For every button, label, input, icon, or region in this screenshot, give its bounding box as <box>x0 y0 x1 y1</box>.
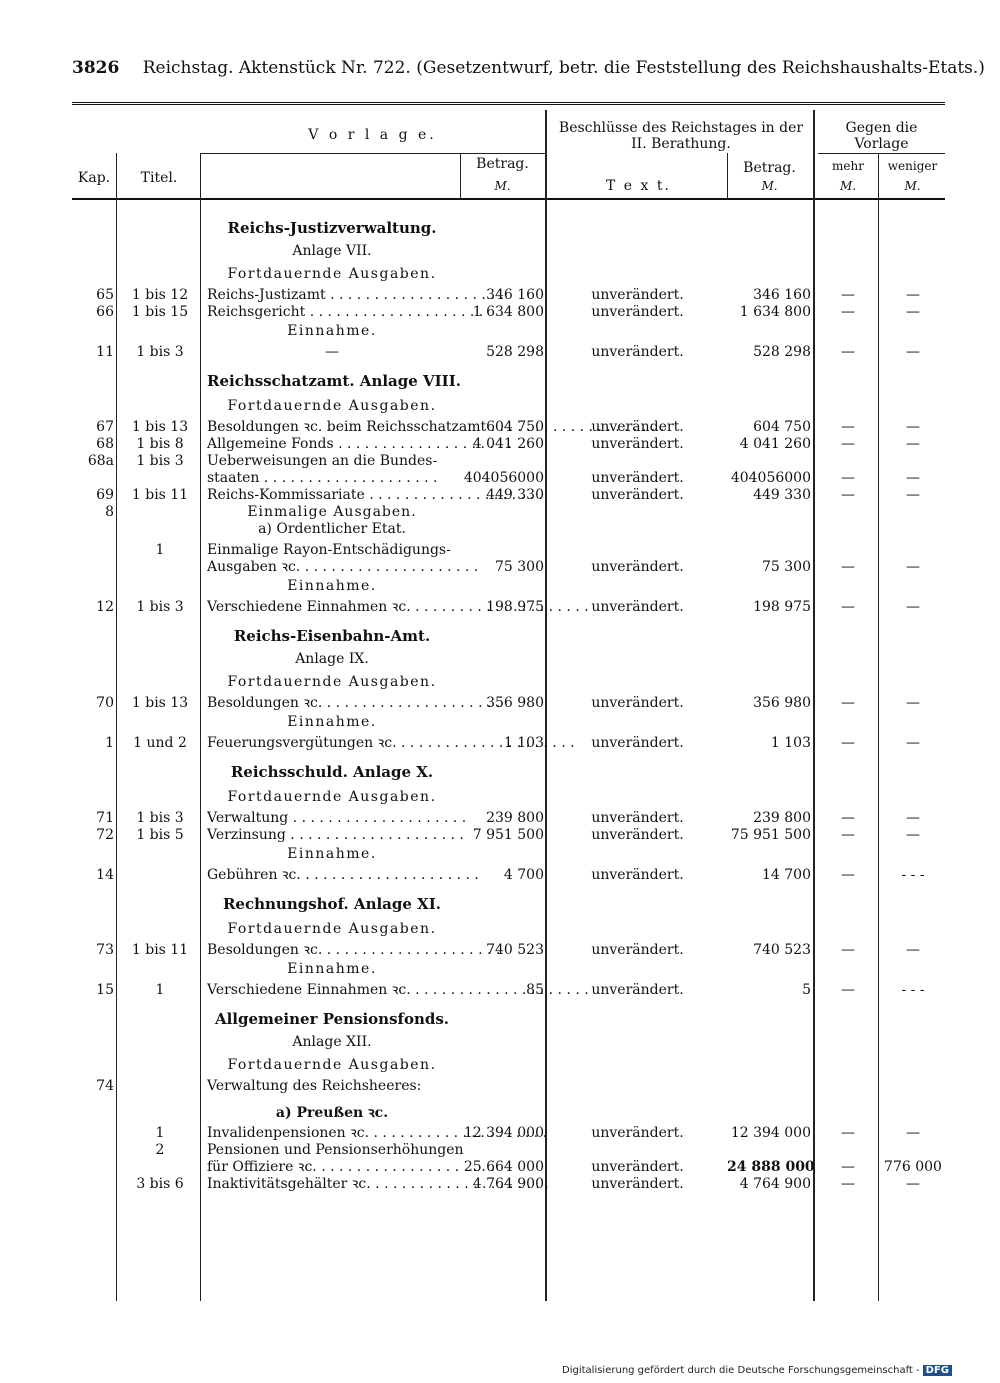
beschluss-text-cell: unverändert. <box>591 599 684 615</box>
weniger-cell: — <box>906 559 920 575</box>
subheading: Fortdauernde Ausgaben. <box>227 789 437 805</box>
titel-cell: 1 <box>155 1125 165 1141</box>
description-cell: Ausgaben ꝛc. . . . <box>207 559 452 576</box>
description-cell: Allgemeine Fonds . . . <box>207 436 452 453</box>
weniger-cell: - - - <box>901 982 925 998</box>
description-cell: Invalidenpensionen ꝛc. . . . <box>207 1125 452 1142</box>
weniger-cell: — <box>906 344 920 360</box>
table-row <box>72 827 945 844</box>
kapitel-cell: 67 <box>96 419 114 435</box>
subheading-row <box>72 921 945 938</box>
beschluss-text-cell: unverändert. <box>591 1159 684 1175</box>
kapitel-cell: 8 <box>105 504 114 520</box>
description-cell: Verwaltung . . . <box>207 810 452 827</box>
betrag-cell: 85 <box>526 982 544 998</box>
section-heading: Reichs-Justizverwaltung. <box>227 219 437 237</box>
titel-cell: 1 bis 3 <box>136 810 184 826</box>
subheading-row <box>72 266 945 283</box>
beschluss-text-cell: unverändert. <box>591 810 684 826</box>
subheading-row <box>72 323 945 340</box>
annex-row <box>72 521 945 538</box>
col-vorlage: V o r l a g e. <box>308 127 437 143</box>
beschluss-text-cell: unverändert. <box>591 942 684 958</box>
beschluss-text-cell: unverändert. <box>591 487 684 503</box>
section-heading-row <box>72 628 945 645</box>
titel-cell: 1 bis 11 <box>131 942 189 958</box>
table-row <box>72 470 945 487</box>
betrag-cell: 346 160 <box>486 287 544 303</box>
mehr-cell: — <box>841 559 855 575</box>
description-cell: Gebühren ꝛc. . . . <box>207 867 452 884</box>
beschluss-betrag-cell: 449 330 <box>753 487 811 503</box>
mehr-cell: — <box>841 1159 855 1175</box>
description-cell: Inaktivitätsgehälter ꝛc. . . . <box>207 1176 452 1193</box>
col-betrag2: Betrag. <box>743 160 796 176</box>
beschluss-betrag-cell: 12 394 000 <box>730 1125 811 1141</box>
beschluss-text-cell: unverändert. <box>591 827 684 843</box>
subsection-row <box>72 1105 945 1122</box>
col-titel: Titel. <box>140 170 178 186</box>
mehr-cell: — <box>841 810 855 826</box>
betrag-cell: 7 951 500 <box>472 827 544 843</box>
beschluss-text-cell: unverändert. <box>591 559 684 575</box>
beschluss-text-cell: unverändert. <box>591 304 684 320</box>
beschluss-text-cell: unverändert. <box>591 344 684 360</box>
beschluss-betrag-cell: 24 888 000 <box>727 1159 815 1175</box>
subheading: Einnahme. <box>287 714 377 730</box>
titel-cell: 1 bis 8 <box>136 436 184 452</box>
beschluss-text-cell: unverändert. <box>591 982 684 998</box>
subheading-row <box>72 961 945 978</box>
beschluss-betrag-cell: 198 975 <box>753 599 811 615</box>
weniger-cell: — <box>906 436 920 452</box>
description-cell: Reichsgericht . . . <box>207 304 452 321</box>
beschluss-text-cell: unverändert. <box>591 1125 684 1141</box>
annex-label: Anlage IX. <box>295 651 369 667</box>
mehr-cell: — <box>841 470 855 486</box>
annex-row <box>72 1034 945 1051</box>
subheading-row <box>72 1057 945 1074</box>
subheading-row <box>72 578 945 595</box>
table-row <box>72 419 945 436</box>
annex-label: Anlage XII. <box>292 1034 372 1050</box>
col-betrag-unit: M. <box>494 179 511 193</box>
table-row <box>72 436 945 453</box>
col-weniger: weniger <box>887 159 938 173</box>
subheading: Fortdauernde Ausgaben. <box>227 674 437 690</box>
betrag-cell: 1 103 <box>503 735 544 751</box>
titel-cell: 1 bis 15 <box>131 304 189 320</box>
col-betrag2-unit: M. <box>761 179 778 193</box>
beschluss-text-cell: unverändert. <box>591 867 684 883</box>
titel-cell: 1 <box>155 982 165 998</box>
titel-cell: 1 bis 3 <box>136 344 184 360</box>
running-title: Reichstag. Aktenstück Nr. 722. (Gesetzentwurf, betr. die Feststellung des Reichshaushalts-Etats.) <box>142 58 985 78</box>
beschluss-betrag-cell: 4 041 260 <box>739 436 811 452</box>
description-cell: Ueberweisungen an die Bundes- <box>207 453 438 469</box>
beschluss-text-cell: unverändert. <box>591 436 684 452</box>
section-heading: Reichs-Eisenbahn-Amt. <box>233 627 431 645</box>
kapitel-cell: 11 <box>96 344 114 360</box>
beschluss-betrag-cell: 1 103 <box>770 735 811 751</box>
description-cell: Besoldungen ꝛc. . . . <box>207 695 452 712</box>
betrag-cell: 740 523 <box>486 942 544 958</box>
table-row <box>72 453 945 470</box>
description-cell: Reichs-Kommissariate . . . <box>207 487 452 504</box>
col-beschluesse: Beschlüsse des Reichstages in der II. Berathung. <box>558 120 804 152</box>
betrag-cell: 4 764 900 <box>472 1176 544 1192</box>
description-cell: Verschiedene Einnahmen ꝛc. . . . <box>207 982 452 999</box>
subheading: Einnahme. <box>287 323 377 339</box>
footer <box>562 1365 952 1376</box>
description-cell: Einmalige Rayon-Entschädigungs- <box>207 542 451 558</box>
table-row <box>72 1176 945 1193</box>
annex-label: a) Ordentlicher Etat. <box>258 521 406 537</box>
betrag-cell: 528 298 <box>486 344 544 360</box>
beschluss-text-cell: unverändert. <box>591 695 684 711</box>
betrag-cell: 198 975 <box>486 599 544 615</box>
beschluss-betrag-cell: 75 300 <box>762 559 811 575</box>
weniger-cell: — <box>906 287 920 303</box>
subsection-label: a) Preußen ꝛc. <box>275 1105 389 1121</box>
table-row <box>72 542 945 559</box>
section-heading-row <box>72 1011 945 1028</box>
titel-cell: 1 und 2 <box>133 735 187 751</box>
section-heading: Allgemeiner Pensionsfonds. <box>214 1010 450 1028</box>
col-kap: Kap. <box>77 170 111 186</box>
col-weniger-unit: M. <box>904 179 921 193</box>
weniger-cell: — <box>906 735 920 751</box>
description-cell: Verschiedene Einnahmen ꝛc. . . . <box>207 599 452 616</box>
weniger-cell: — <box>906 1176 920 1192</box>
annex-row <box>72 243 945 260</box>
betrag-cell: 239 800 <box>486 810 544 826</box>
mehr-cell: — <box>841 1176 855 1192</box>
rule-gegen-sub <box>818 153 945 154</box>
betrag-cell: 75 300 <box>495 559 544 575</box>
section-heading-row <box>72 220 945 237</box>
beschluss-betrag-cell: 5 <box>802 982 811 998</box>
betrag-cell: 12 394 000 <box>463 1125 544 1141</box>
header-rule <box>72 102 945 105</box>
titel-cell: 1 bis 3 <box>136 453 184 469</box>
weniger-cell: — <box>906 599 920 615</box>
subheading-row <box>72 714 945 731</box>
running-header <box>72 58 985 78</box>
mehr-cell: — <box>841 867 855 883</box>
description-cell: staaten . . . <box>207 470 452 487</box>
beschluss-betrag-cell: 1 634 800 <box>739 304 811 320</box>
subheading-row <box>72 398 945 415</box>
kapitel-cell: 65 <box>96 287 114 303</box>
table-row <box>72 735 945 752</box>
beschluss-text-cell: unverändert. <box>591 1176 684 1192</box>
mehr-cell: — <box>841 487 855 503</box>
col-mehr: mehr <box>832 159 864 173</box>
weniger-cell: — <box>906 304 920 320</box>
table-row <box>72 982 945 999</box>
kapitel-cell: 12 <box>96 599 114 615</box>
col-betrag: Betrag. <box>476 156 529 172</box>
subheading: Fortdauernde Ausgaben. <box>227 921 437 937</box>
description-cell: Verwaltung des Reichsheeres: <box>207 1078 422 1094</box>
vrule-text-head <box>727 153 728 199</box>
subheading-row <box>72 846 945 863</box>
weniger-cell: — <box>906 827 920 843</box>
subheading: Fortdauernde Ausgaben. <box>227 1057 437 1073</box>
titel-cell: 3 bis 6 <box>136 1176 184 1192</box>
table-row <box>72 867 945 884</box>
kapitel-cell: 69 <box>96 487 114 503</box>
table-row <box>72 1159 945 1176</box>
betrag-cell: 404056000 <box>463 470 544 486</box>
mehr-cell: — <box>841 827 855 843</box>
beschluss-betrag-cell: 14 700 <box>762 867 811 883</box>
beschluss-text-cell: unverändert. <box>591 287 684 303</box>
betrag-cell: 604 750 <box>486 419 544 435</box>
weniger-cell: — <box>906 419 920 435</box>
mehr-cell: — <box>841 287 855 303</box>
description-cell: Verzinsung . . . <box>207 827 452 844</box>
mehr-cell: — <box>841 344 855 360</box>
page-number: 3826 <box>72 58 120 78</box>
col-gegen: Gegen die Vorlage <box>845 120 918 152</box>
weniger-cell: — <box>906 487 920 503</box>
table-row <box>72 810 945 827</box>
kapitel-cell: 66 <box>96 304 114 320</box>
betrag-cell: 4 700 <box>503 867 544 883</box>
mehr-cell: — <box>841 419 855 435</box>
kapitel-cell: 68 <box>96 436 114 452</box>
weniger-cell: - - - <box>901 867 925 883</box>
kapitel-cell: 68a <box>87 453 114 469</box>
mehr-cell: — <box>841 982 855 998</box>
description-cell: Pensionen und Pensionserhöhungen <box>207 1142 464 1158</box>
kapitel-cell: 14 <box>96 867 114 883</box>
subheading: Einnahme. <box>287 846 377 862</box>
subheading: Einnahme. <box>287 578 377 594</box>
beschluss-betrag-cell: 404056000 <box>730 470 811 486</box>
titel-cell: 1 bis 3 <box>136 599 184 615</box>
table-row <box>72 942 945 959</box>
subheading: Einnahme. <box>287 961 377 977</box>
table-row <box>72 695 945 712</box>
weniger-cell: — <box>906 810 920 826</box>
description-cell: Reichs-Justizamt . . . <box>207 287 452 304</box>
weniger-cell: — <box>906 1125 920 1141</box>
dfg-logo: DFG <box>923 1365 952 1376</box>
table-row <box>72 1125 945 1142</box>
table-row <box>72 1142 945 1159</box>
mehr-cell: — <box>841 599 855 615</box>
description-cell: Besoldungen ꝛc. . . . <box>207 942 452 959</box>
col-text: T e x t. <box>606 178 671 194</box>
beschluss-betrag-cell: 356 980 <box>753 695 811 711</box>
weniger-cell: — <box>906 470 920 486</box>
subheading: Fortdauernde Ausgaben. <box>227 266 437 282</box>
betrag-cell: 25 664 000 <box>463 1159 544 1175</box>
titel-cell: 1 bis 13 <box>131 695 189 711</box>
table-row <box>72 287 945 304</box>
description-cell: — <box>325 344 339 360</box>
weniger-cell: — <box>906 695 920 711</box>
betrag-cell: 356 980 <box>486 695 544 711</box>
table-row <box>72 504 945 521</box>
col-mehr-unit: M. <box>839 179 857 193</box>
kapitel-cell: 70 <box>96 695 114 711</box>
subheading-row <box>72 789 945 806</box>
beschluss-text-cell: unverändert. <box>591 419 684 435</box>
beschluss-text-cell: unverändert. <box>591 735 684 751</box>
betrag-cell: 4 041 260 <box>472 436 544 452</box>
description-cell: Feuerungsvergütungen ꝛc. . . . <box>207 735 452 752</box>
section-heading-row <box>72 896 945 913</box>
titel-cell: 2 <box>155 1142 165 1158</box>
annex-row <box>72 651 945 668</box>
betrag-cell: 1 634 800 <box>472 304 544 320</box>
titel-cell: 1 bis 11 <box>131 487 189 503</box>
vrule-betrag-head <box>460 153 461 199</box>
beschluss-betrag-cell: 604 750 <box>753 419 811 435</box>
subheading: Fortdauernde Ausgaben. <box>227 398 437 414</box>
subheading-row <box>72 674 945 691</box>
section-heading-row <box>72 764 945 781</box>
kapitel-cell: 71 <box>96 810 114 826</box>
beschluss-betrag-cell: 75 951 500 <box>730 827 811 843</box>
beschluss-betrag-cell: 346 160 <box>753 287 811 303</box>
beschluss-betrag-cell: 528 298 <box>753 344 811 360</box>
section-heading-row <box>72 373 945 390</box>
section-heading: Rechnungshof. Anlage XI. <box>222 895 442 913</box>
section-heading: Reichsschuld. Anlage X. <box>230 763 434 781</box>
description-cell: Besoldungen ꝛc. beim Reichsschatzamt . . . <box>207 419 452 436</box>
mehr-cell: — <box>841 942 855 958</box>
kapitel-cell: 15 <box>96 982 114 998</box>
table-row <box>72 559 945 576</box>
mehr-cell: — <box>841 436 855 452</box>
table-row <box>72 344 945 361</box>
titel-cell: 1 bis 5 <box>136 827 184 843</box>
beschluss-betrag-cell: 740 523 <box>753 942 811 958</box>
kapitel-cell: 73 <box>96 942 114 958</box>
kapitel-cell: 72 <box>96 827 114 843</box>
titel-cell: 1 bis 13 <box>131 419 189 435</box>
annex-label: Anlage VII. <box>292 243 372 259</box>
weniger-cell: — <box>906 942 920 958</box>
table-row <box>72 1078 945 1095</box>
rule-vorlage-sub <box>200 153 545 154</box>
mehr-cell: — <box>841 695 855 711</box>
titel-cell: 1 <box>155 542 165 558</box>
mehr-cell: — <box>841 735 855 751</box>
mehr-cell: — <box>841 1125 855 1141</box>
kapitel-cell: 1 <box>105 735 114 751</box>
weniger-cell: 776 000 <box>884 1159 942 1175</box>
section-heading: Reichsschatzamt. Anlage VIII. <box>207 372 461 390</box>
beschluss-text-cell: unverändert. <box>591 470 684 486</box>
description-cell: für Offiziere ꝛc. . . . <box>207 1159 452 1176</box>
beschluss-betrag-cell: 4 764 900 <box>739 1176 811 1192</box>
beschluss-betrag-cell: 239 800 <box>753 810 811 826</box>
table-row <box>72 304 945 321</box>
table-row <box>72 599 945 616</box>
titel-cell: 1 bis 12 <box>131 287 189 303</box>
kapitel-cell: 74 <box>96 1078 114 1094</box>
footer-text: Digitalisierung gefördert durch die Deutsche Forschungsgemeinschaft - <box>562 1365 920 1376</box>
table-row <box>72 487 945 504</box>
mehr-cell: — <box>841 304 855 320</box>
betrag-cell: 449 330 <box>486 487 544 503</box>
description-cell: Einmalige Ausgaben. <box>247 504 417 520</box>
